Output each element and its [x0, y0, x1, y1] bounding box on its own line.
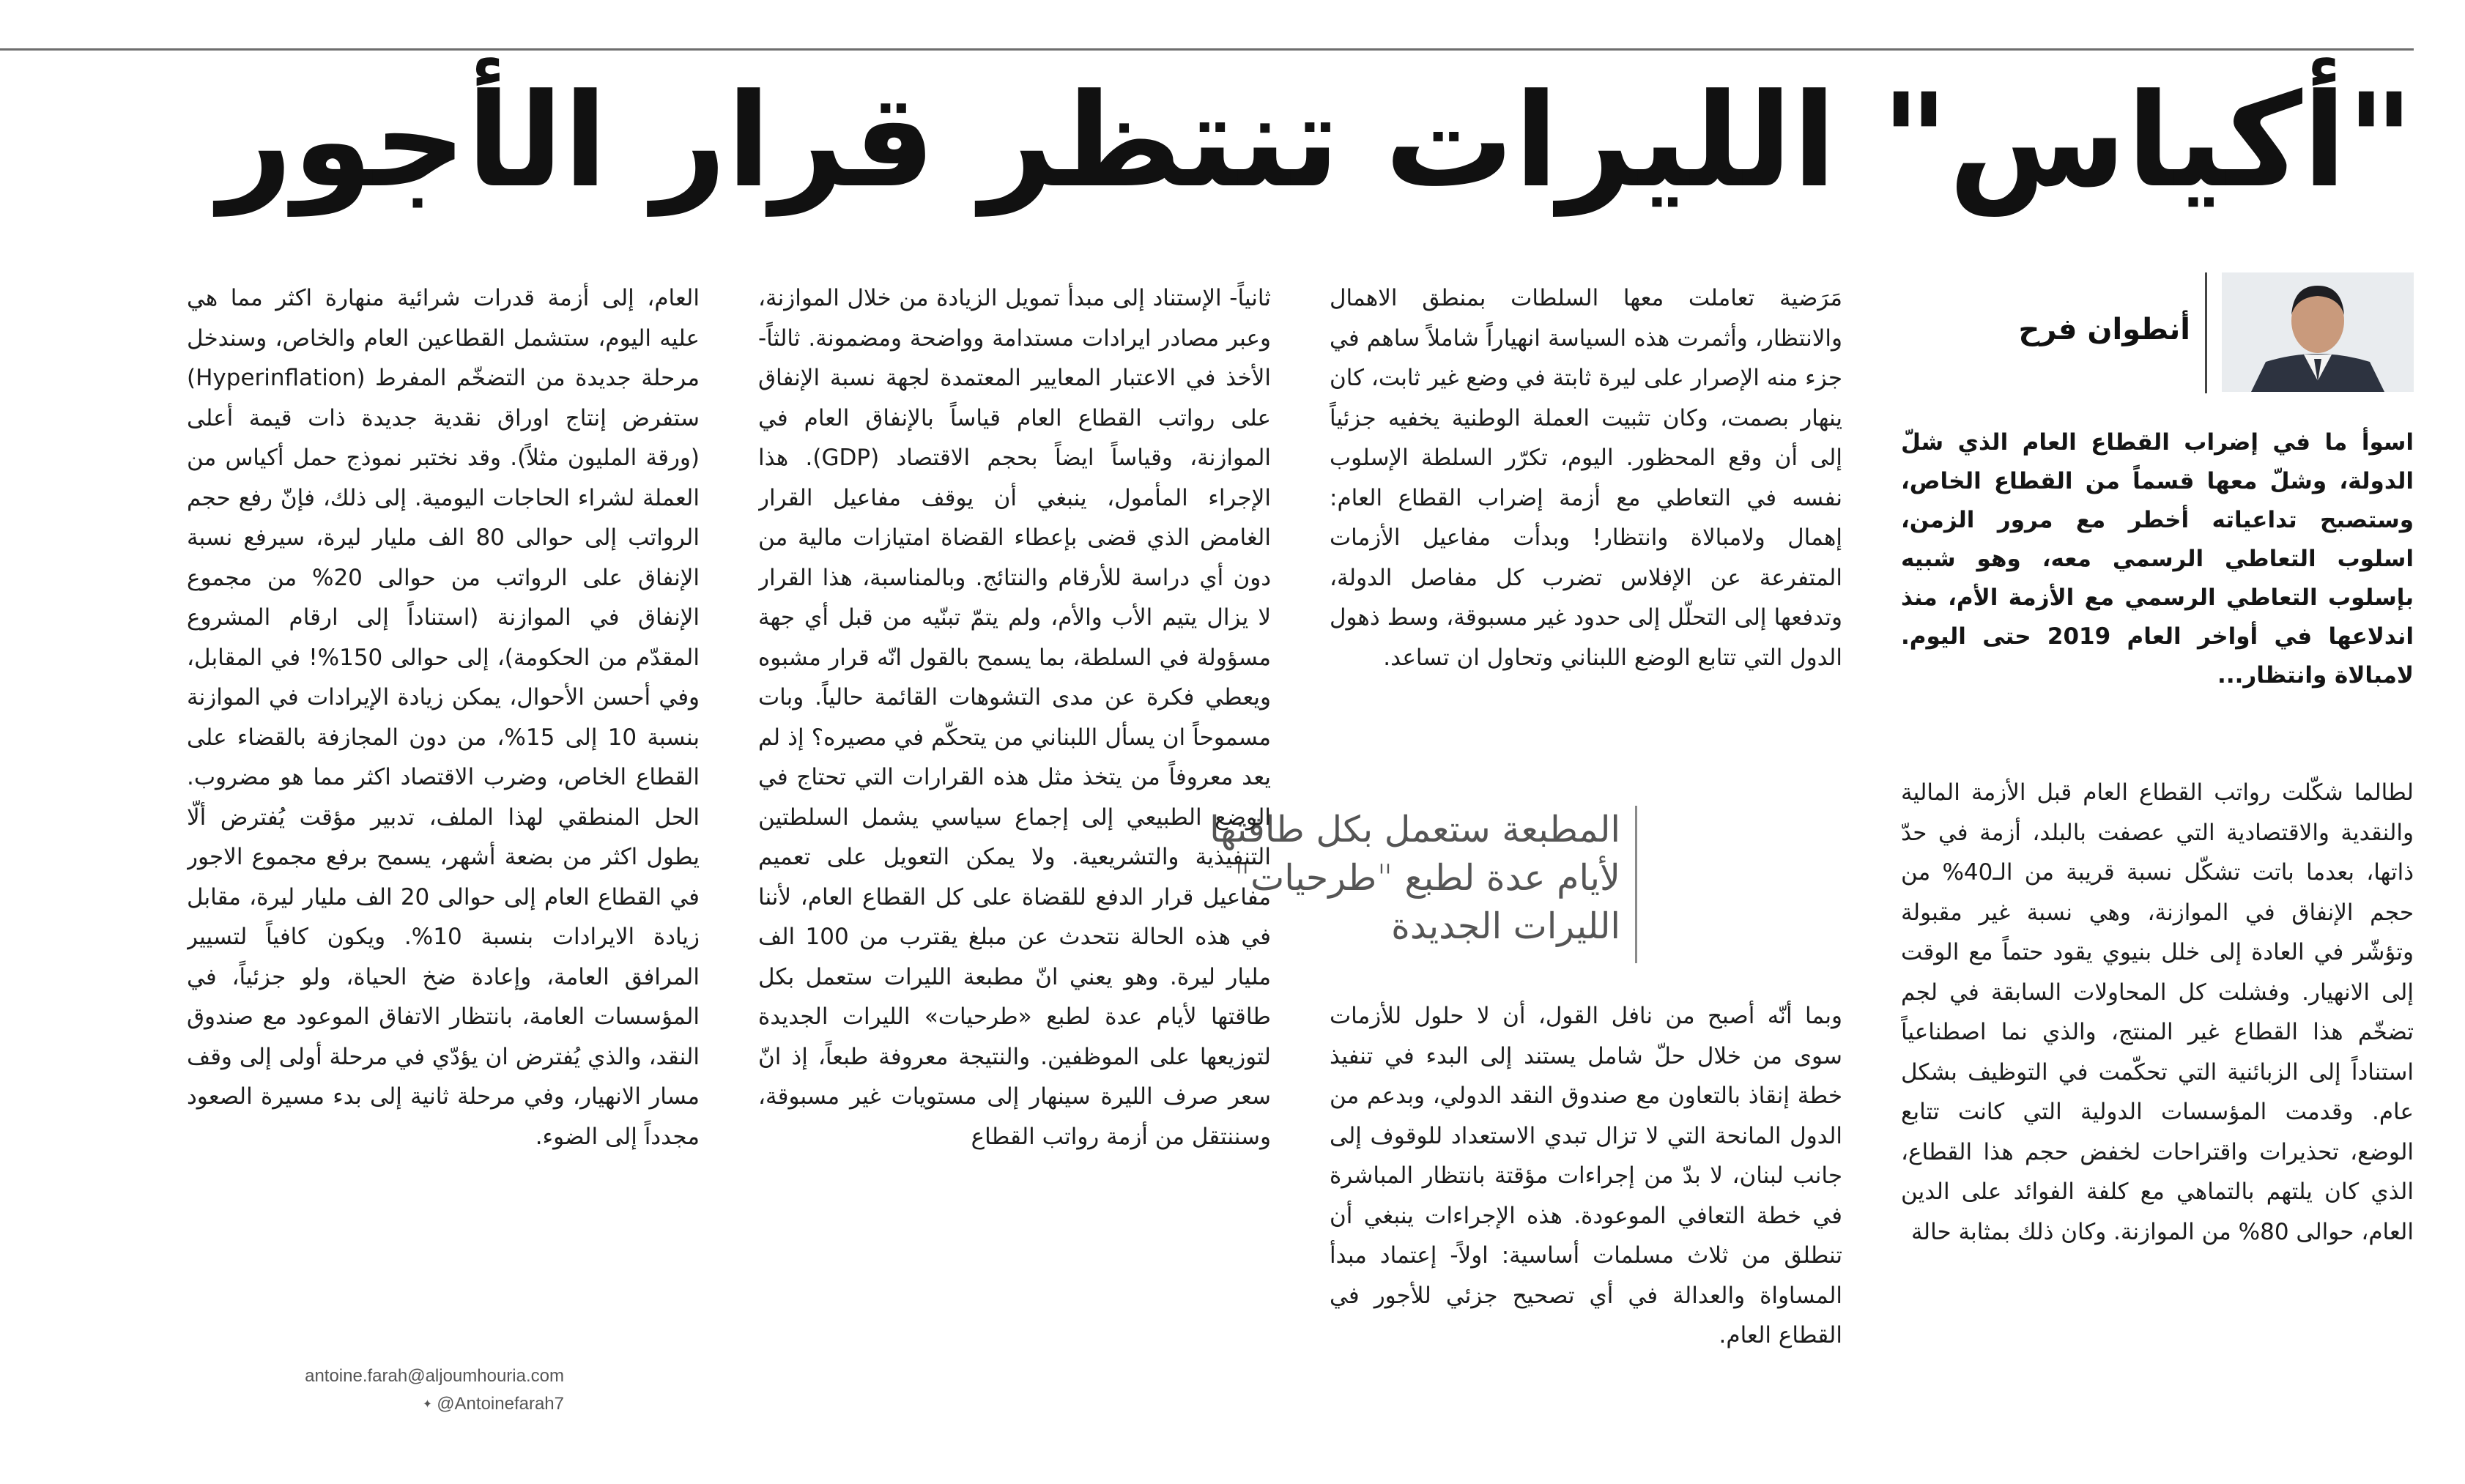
- top-rule: [0, 48, 2414, 51]
- article-column-3: [758, 278, 1271, 1465]
- pullquote: المطبعة ستعمل بكل طاقتها لأيام عدة لطبع "طرحيات" الليرات الجديدة: [1209, 809, 1620, 947]
- article-column-1: [1901, 773, 2414, 1428]
- column-4-text: العام، إلى أزمة قدرات شرائية منهارة اكثر مما هي عليه اليوم، ستشمل القطاعين العام والخاص، وسندخل مرحلة جديدة من التضخّم المفرط (Hyperinflation) ستفرض إنتاج اوراق نقدية جديدة ذات قيمة أعلى (ورقة المليون مثلاً). وقد نختبر نموذج حمل أكياس من العملة لشراء الحاجات اليومية. إلى ذلك، فإنّ رفع حجم الرواتب إلى حوالى 80 الف مليار ليرة، سيرفع نسبة الإنفاق على الرواتب من حوالى 20% من مجموع الإنفاق في الموازنة (استناداً إلى ارقام المشروع المقدّم من الحكومة)، إلى حوالى 150%! في المقابل، وفي أحسن الأحوال، يمكن زيادة الإيرادات في الموازنة بنسبة 10 إلى 15%، من دون المجازفة بالقضاء على القطاع الخاص، وضرب الاقتصاد اكثر مما هو مضروب. الحل المنطقي لهذا الملف، تدبير مؤقت يُفترض ألّا يطول اكثر من بضعة أشهر، يسمح برفع مجموع الاجور في القطاع العام إلى حوالى 20 الف مليار ليرة، مقابل زيادة الايرادات بنسبة 10%. ويكون كافياً لتسيير المرافق العامة، وإعادة ضخ الحياة، ولو جزئياً، في المؤسسات العامة، بانتظار الاتفاق الموعود مع صندوق النقد، والذي يُفترض ان يؤدّي في مرحلة أولى إلى وقف مسار الانهيار، وفي مرحلة ثانية إلى بدء مسيرة الصعود مجدداً إلى الضوء.: [187, 285, 700, 1150]
- author-twitter-line: [51, 1390, 564, 1419]
- column-1-text: لطالما شكّلت رواتب القطاع العام قبل الأزمة المالية والنقدية والاقتصادية التي عصفت بالبلد، أزمة في حدّ ذاتها، بعدما باتت تشكّل نسبة قريبة من الـ40% من حجم الإنفاق في الموازنة، وهي نسبة غير مقبولة وتؤشّر في العادة إلى خلل بنيوي يقود حتماً مع الوقت إلى الانهيار. وفشلت كل المحاولات السابقة في لجم تضخّم هذا القطاع غير المنتج، والذي نما اصطناعياً استناداً إلى الزبائنية التي تحكّمت في التوظيف بشكل عام. وقدمت المؤسسات الدولية التي كانت تتابع الوضع، تحذيرات واقتراحات لخفض حجم هذا القطاع، الذي كان يلتهم بالتماهي مع كلفة الفوائد على الدين العام، حوالى 80% من الموازنة. وكان ذلك بمثابة حالة: [1901, 779, 2414, 1245]
- column-3-text: ثانياً- الإستناد إلى مبدأ تمويل الزيادة من خلال الموازنة، وعبر مصادر ايرادات مستدامة وواضحة ومضمونة. ثالثاً- الأخذ في الاعتبار المعايير المعتمدة لجهة نسبة الإنفاق على رواتب القطاع العام قياساً بالإنفاق العام في الموازنة، وقياساً ايضاً بحجم الاقتصاد (GDP). هذا الإجراء المأمول، ينبغي أن يوقف مفاعيل القرار الغامض الذي قضى بإعطاء القضاة امتيازات مالية من دون أي دراسة للأرقام والنتائج. وبالمناسبة، هذا القرار لا يزال يتيم الأب والأم، ولم يتمّ تبنّيه من قبل أي جهة مسؤولة في السلطة، بما يسمح بالقول انّه قرار مشبوه ويعطي فكرة عن مدى التشوهات القائمة حالياً. وبات مسموحاً ان يسأل اللبناني من يتحكّم في مصيره؟ إذ لم يعد معروفاً من يتخذ مثل هذه القرارات التي تحتاج في الوضع الطبيعي إلى إجماع سياسي يشمل السلطتين التنفيذية والتشريعية. ولا يمكن التعويل على تعميم مفاعيل قرار الدفع للقضاة على كل القطاع العام، لأننا في هذه الحالة نتحدث عن مبلغ يقترب من 100 الف مليار ليرة. وهو يعني انّ مطبعة الليرات ستعمل بكل طاقتها لأيام عدة لطبع «طرحيات» الليرات الجديدة لتوزيعها على الموظفين. والنتيجة معروفة طبعاً، إذ انّ سعر صرف الليرة سينهار إلى مستويات غير مسبوقة، وسننتقل من أزمة رواتب القطاع: [758, 285, 1271, 1150]
- author-contact: [51, 1362, 564, 1419]
- author-photo: [2222, 272, 2414, 392]
- intro-paragraph: اسوأ ما في إضراب القطاع العام الذي شلّ الدولة، وشلّ معها قسماً من القطاع الخاص، وستصبح تداعياته أخطر مع مرور الزمن، اسلوب التعاطي الرسمي معه، وهو شبيه بإسلوب التعاطي الرسمي مع الأزمة الأم، منذ اندلاعها في أواخر العام 2019 حتى اليوم. لامبالاة وانتظار...: [1901, 429, 2414, 689]
- headline: "أكياس" الليرات تنتظر قرار الأجور: [218, 66, 2414, 216]
- author-divider: [2205, 272, 2207, 393]
- author-box: [1901, 272, 2414, 393]
- author-twitter: @Antoinefarah7: [437, 1394, 564, 1414]
- article-column-2-top: [1330, 278, 1842, 791]
- column-2-bottom-text: وبما أنّه أصبح من نافل القول، أن لا حلول للأزمات سوى من خلال حلّ شامل يستند إلى البدء في تنفيذ خطة إنقاذ بالتعاون مع صندوق النقد الدولي، وبدعم من الدول المانحة التي لا تزال تبدي الاستعداد للوقوف إلى جانب لبنان، لا بدّ من إجراءات مؤقتة بانتظار المباشرة في خطة التعافي الموعودة. هذه الإجراءات ينبغي أن تنطلق من ثلاث مسلمات أساسية: اولاً- إعتماد مبدأ المساواة والعدالة في أي تصحيح جزئي للأجور في القطاع العام.: [1330, 1003, 1842, 1348]
- article-column-2-bottom: [1330, 996, 1842, 1428]
- author-email: antoine.farah@aljoumhouria.com: [305, 1366, 564, 1386]
- column-2-top-text: مَرَضية تعاملت معها السلطات بمنطق الاهمال والانتظار، وأثمرت هذه السياسة انهياراً شاملاً ساهم في جزء منه الإصرار على ليرة ثابتة في وضع غير ثابت، كان ينهار بصمت، وكان تثبيت العملة الوطنية يخفيه جزئياً إلى أن وقع المحظور. اليوم، تكرّر السلطة الإسلوب نفسه في التعاطي مع أزمة إضراب القطاع العام: إهمال ولامبالاة وانتظار! وبدأت مفاعيل الأزمات المتفرعة عن الإفلاس تضرب كل مفاصل الدولة، وتدفعها إلى التحلّل إلى حدود غير مسبوقة، وسط ذهول الدول التي تتابع الوضع اللبناني وتحاول ان تساعد.: [1330, 285, 1842, 671]
- article-column-4: [187, 278, 700, 1392]
- author-name: أنطوان فرح: [2018, 313, 2190, 346]
- author-portrait-image: [2222, 272, 2414, 392]
- twitter-bird-icon: ✦: [422, 1398, 433, 1411]
